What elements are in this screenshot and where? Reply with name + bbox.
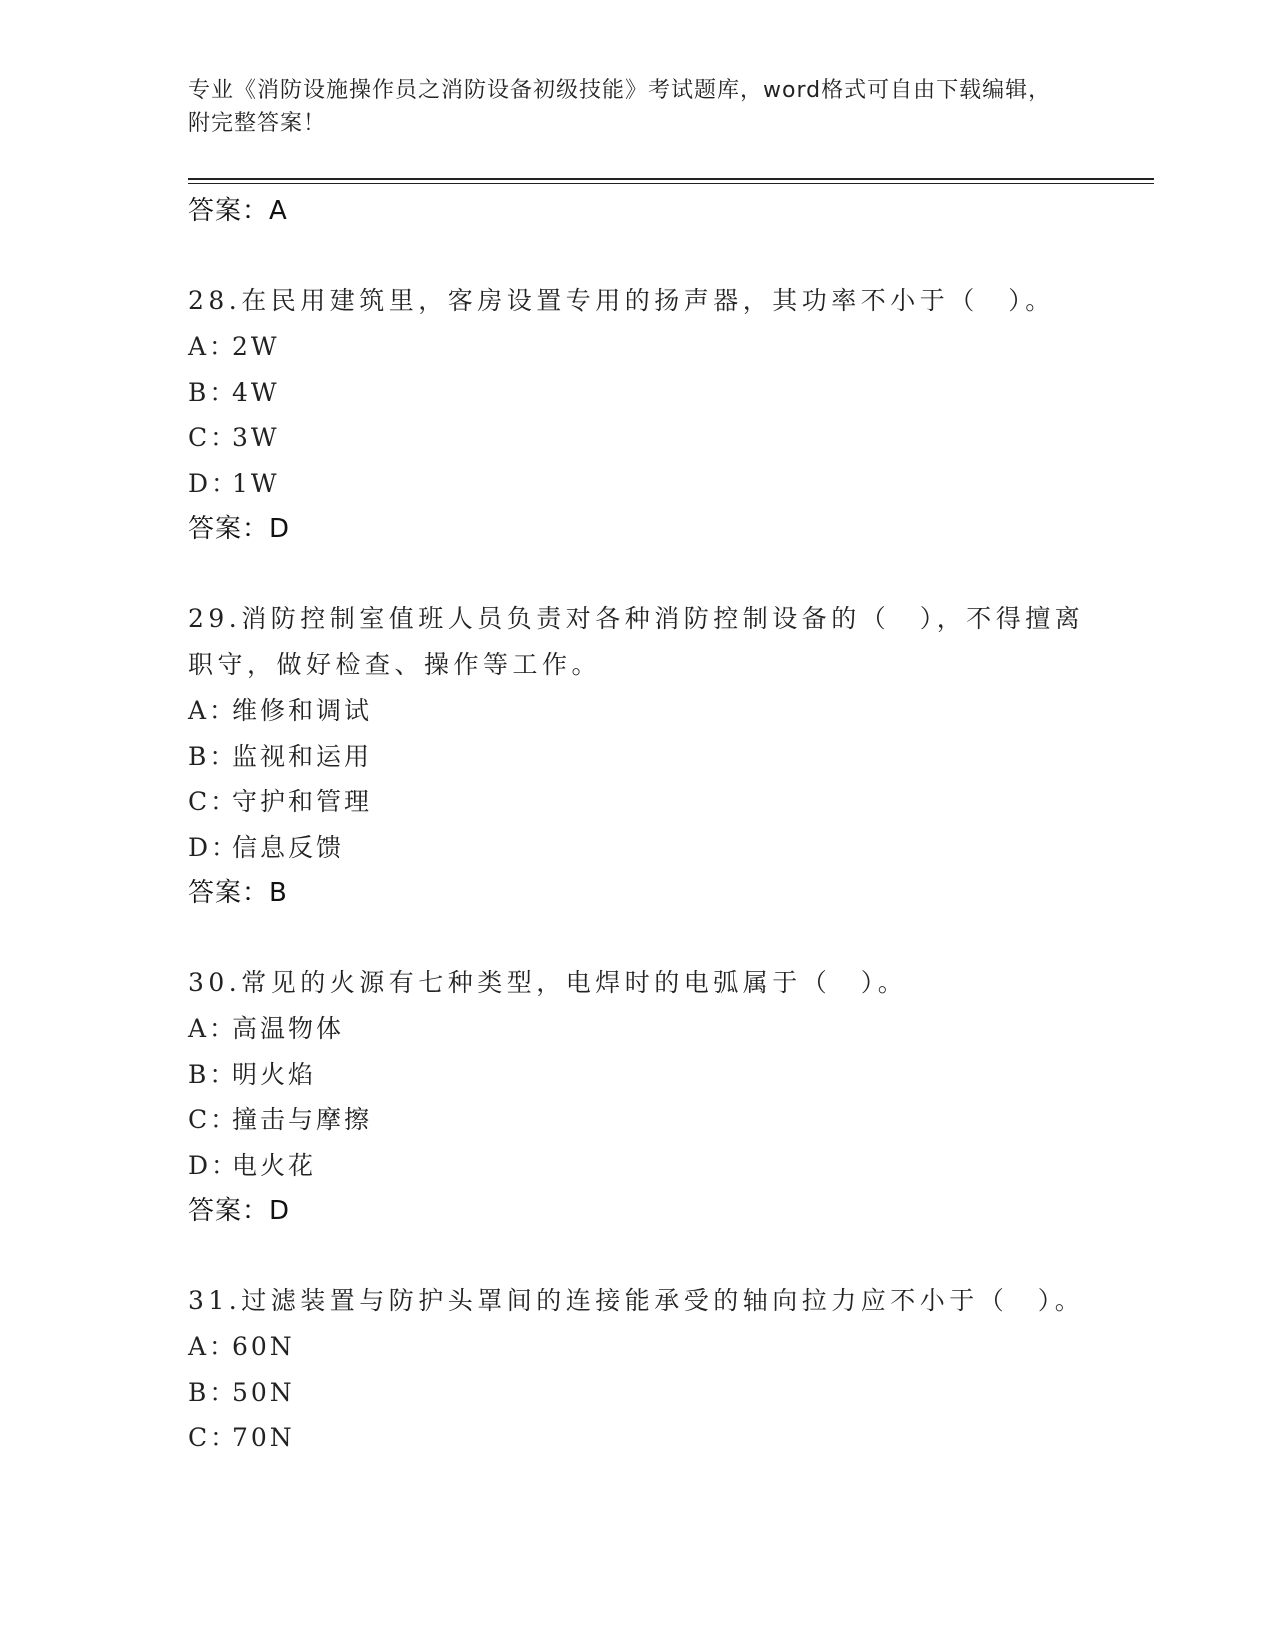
page-header: 专业《消防设施操作员之消防设备初级技能》考试题库，word格式可自由下载编辑，附完整答案！ bbox=[188, 78, 1052, 136]
option-c: C：70N bbox=[188, 1423, 295, 1452]
option-c: C：撞击与摩擦 bbox=[188, 1105, 373, 1134]
question-answer: 答案：D bbox=[188, 1196, 291, 1226]
question-stem: 29.消防控制室值班人员负责对各种消防控制设备的（ ），不得擅离职守，做好检查、操作等工作。 bbox=[188, 604, 1085, 679]
question-answer: 答案：D bbox=[188, 514, 291, 544]
option-b: B：监视和运用 bbox=[188, 741, 373, 771]
question-block bbox=[188, 596, 1088, 916]
option-c: C：3W bbox=[188, 423, 280, 452]
question-stem: 31.过滤装置与防护头罩间的连接能承受的轴向拉力应不小于（ ）。 bbox=[188, 1286, 1085, 1315]
option-a: A：维修和调试 bbox=[188, 696, 373, 725]
option-b: B：4W bbox=[188, 377, 280, 407]
header-divider-thick bbox=[188, 178, 1154, 180]
option-d: D：信息反馈 bbox=[188, 832, 345, 862]
question-block bbox=[188, 278, 1088, 552]
option-d: D：1W bbox=[188, 468, 280, 498]
option-b: B：明火焰 bbox=[188, 1059, 317, 1089]
question-block bbox=[188, 1278, 1088, 1461]
option-c: C：守护和管理 bbox=[188, 787, 373, 816]
option-b: B：50N bbox=[188, 1377, 295, 1407]
question-block bbox=[188, 960, 1088, 1234]
option-d: D：电火花 bbox=[188, 1150, 317, 1180]
option-a: A：高温物体 bbox=[188, 1014, 345, 1043]
previous-answer: 答案：A bbox=[188, 196, 288, 226]
question-answer: 答案：B bbox=[188, 878, 288, 908]
question-stem: 30.常见的火源有七种类型，电焊时的电弧属于（ ）。 bbox=[188, 968, 908, 997]
header-divider-thin bbox=[188, 183, 1154, 184]
option-a: A：2W bbox=[188, 332, 280, 361]
question-list bbox=[188, 188, 1088, 1461]
option-a: A：60N bbox=[188, 1332, 295, 1361]
question-stem: 28.在民用建筑里，客房设置专用的扬声器，其功率不小于（ ）。 bbox=[188, 286, 1055, 315]
